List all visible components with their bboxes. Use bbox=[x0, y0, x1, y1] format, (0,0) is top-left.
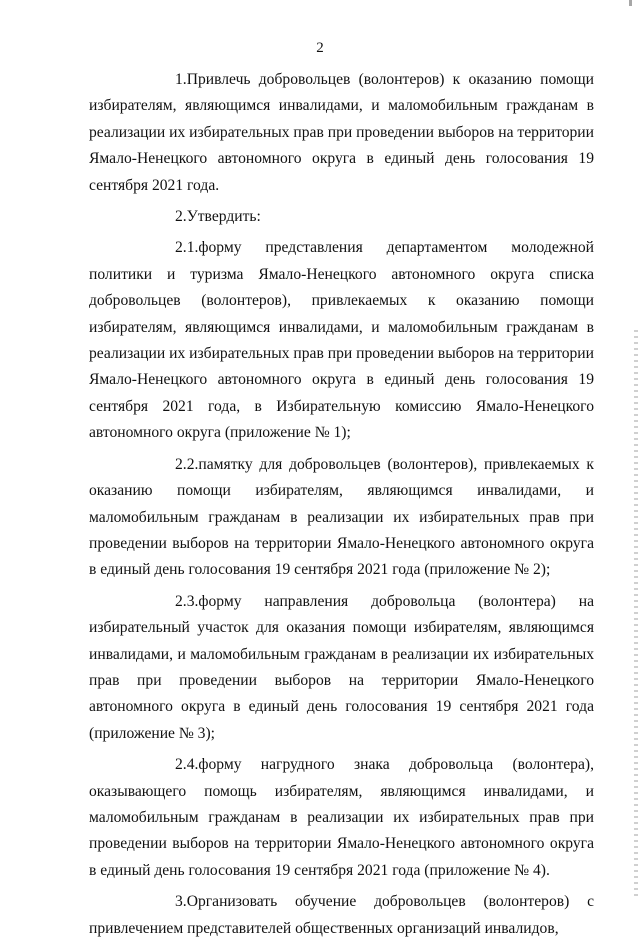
paragraph-text: Организовать обучение добровольцев (волонтеров) с привлечением представителей общественных организаций инвалидов, bbox=[89, 893, 594, 937]
paragraph-text: форму представления департаментом молодежной политики и туризма Ямало-Ненецкого автономного округа списка добровольцев (волонтеров), привлекаемых к оказанию помощи избирателям, являющимся инвалидами, и маломобильным гражданам в реализации их избирательных прав при проведении выборов на территории Ямало-Ненецкого автономного округа в единый день голосования 19 сентября 2021 года, в Избирательную комиссию Ямало-Ненецкого автономного округа (приложение № 1); bbox=[89, 239, 594, 442]
document-body bbox=[89, 67, 594, 947]
paragraph-1 bbox=[89, 67, 594, 199]
paragraph-number: 2.2. bbox=[175, 455, 199, 473]
paragraph-2 bbox=[89, 204, 594, 230]
paragraph-2-4 bbox=[89, 752, 594, 884]
paragraph-number: 2.4. bbox=[175, 756, 199, 774]
paragraph-3 bbox=[89, 889, 594, 942]
paragraph-number: 2.3. bbox=[175, 592, 199, 610]
paragraph-2-3 bbox=[89, 589, 594, 747]
paragraph-number: 3. bbox=[175, 893, 187, 911]
scan-edge-artifact bbox=[634, 330, 638, 900]
paragraph-number: 1. bbox=[175, 71, 187, 88]
paragraph-number: 2. bbox=[175, 208, 187, 226]
paragraph-number: 2.1. bbox=[175, 239, 199, 257]
paragraph-2-2 bbox=[89, 452, 594, 584]
paragraph-text: Привлечь добровольцев (волонтеров) к оказанию помощи избирателям, являющимся инвалидами, и маломобильным гражданам в реализации их избирательных прав при проведении выборов на территории Ямало-Ненецкого автономного округа в единый день голосования 19 сентября 2021 года. bbox=[89, 71, 594, 194]
paragraph-text: Утвердить: bbox=[186, 208, 261, 226]
page-number: 2 bbox=[316, 40, 324, 56]
paragraph-text: памятку для добровольцев (волонтеров), привлекаемых к оказанию помощи избирателям, являющимся инвалидами, и маломобильным гражданам в реализации их избирательных прав при проведении выборов на территории Ямало-Ненецкого автономного округа в единый день голосования 19 сентября 2021 года (приложение № 2); bbox=[89, 455, 594, 579]
scan-artifact bbox=[629, 0, 632, 6]
paragraph-2-1 bbox=[89, 235, 594, 446]
paragraph-text: форму нагрудного знака добровольца (волонтера), оказывающего помощь избирателям, являющимся инвалидами, и маломобильным гражданам в реализации их избирательных прав при проведении выборов на территории Ямало-Ненецкого автономного округа в единый день голосования 19 сентября 2021 года (приложение № 4). bbox=[89, 756, 594, 879]
paragraph-text: форму направления добровольца (волонтера) на избирательный участок для оказания помощи избирателям, являющимся инвалидами, и маломобильным гражданам в реализации их избирательных прав при проведении выборов на территории Ямало-Ненецкого автономного округа в единый день голосования 19 сентября 2021 года (приложение № 3); bbox=[89, 592, 594, 742]
